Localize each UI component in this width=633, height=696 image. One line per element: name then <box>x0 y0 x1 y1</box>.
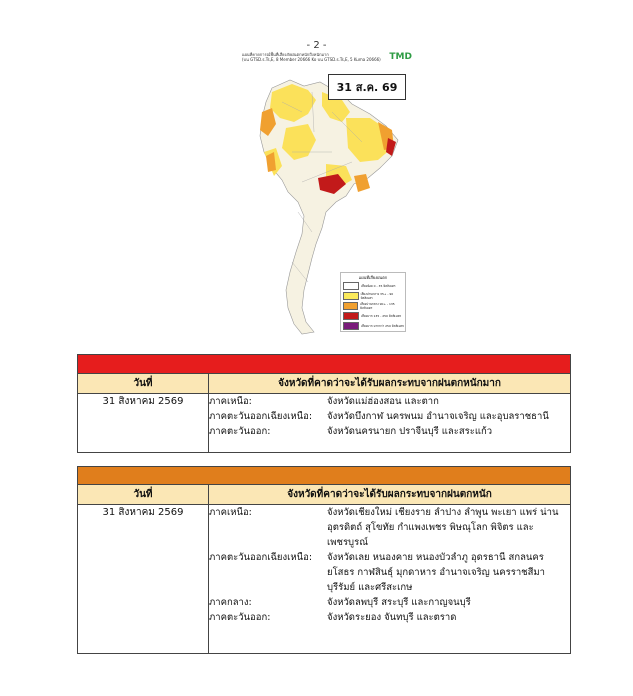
legend-label: เสี่ยงมาก 135 - 250 มิลลิเมตร <box>361 314 402 318</box>
region-row <box>209 610 570 625</box>
legend-swatch <box>343 302 358 310</box>
region-name: ภาคตะวันออก: <box>209 612 271 623</box>
col-date-header: วันที่ <box>78 485 209 505</box>
region-row <box>209 409 570 424</box>
map-header <box>242 52 382 62</box>
region-provinces: จังหวัดนครนายก ปราจีนบุรี และสระแก้ว <box>327 426 493 437</box>
tmd-logo: TMD <box>389 52 412 62</box>
legend-label: เสี่ยงปานกลาง 90+ - 135 มิลลิเมตร <box>360 302 395 310</box>
col-provinces-header: จังหวัดที่คาดว่าจะได้รับผลกระทบจากฝนตกหนักมาก <box>209 374 571 394</box>
region-row <box>209 505 570 550</box>
legend-item <box>341 321 405 331</box>
legend-swatch <box>343 312 359 320</box>
region-name: ภาคเหนือ: <box>209 507 252 518</box>
region-name: ภาคตะวันออกเฉียงเหนือ: <box>209 552 313 563</box>
col-date-header: วันที่ <box>78 374 209 394</box>
map-header-line2: (บน GTSD.s.Ts,E, 8 Member 20666 Ko บน GTSD.s.Ts,E, 5 Kuma 20666) <box>242 57 381 62</box>
legend-item <box>341 311 405 321</box>
legend-item <box>341 291 405 301</box>
region-row <box>209 394 570 409</box>
row-regions <box>209 394 571 453</box>
map-date-label: 31 ส.ค. 69 <box>328 74 406 100</box>
region-provinces: จังหวัดบึงกาฬ นครพนม อำนาจเจริญ และอุบลราชธานี <box>327 411 549 422</box>
region-name: ภาคเหนือ: <box>209 396 252 407</box>
legend-item <box>341 281 405 291</box>
very-heavy-band <box>78 355 571 374</box>
region-name: ภาคตะวันออก: <box>209 426 271 437</box>
region-provinces: จังหวัดลพบุรี สระบุรี และกาญจนบุรี <box>327 597 471 608</box>
row-regions <box>209 505 571 654</box>
region-provinces: จังหวัดแม่ฮ่องสอน และตาก <box>327 396 439 407</box>
region-name: ภาคตะวันออกเฉียงเหนือ: <box>209 411 313 422</box>
region-provinces: จังหวัดเชียงใหม่ เชียงราย ลำปาง ลำพูน พะเยา แพร่ น่าน อุตรดิตถ์ สุโขทัย กำแพงเพชร พิษณุโลก พิจิตร และเพชรบูรณ์ <box>327 507 559 548</box>
heavy-band <box>78 467 571 485</box>
legend-item <box>341 301 405 311</box>
legend-title: แผนที่เสี่ยงฝนตก <box>358 275 388 280</box>
col-provinces-header: จังหวัดที่คาดว่าจะได้รับผลกระทบจากฝนตกหนัก <box>209 485 571 505</box>
region-provinces: จังหวัดเลย หนองคาย หนองบัวลำภู อุดรธานี สกลนคร ยโสธร กาฬสินธุ์ มุกดาหาร อำนาจเจริญ นครราชสีมา บุรีรัมย์ และศรีสะเกษ <box>327 552 546 593</box>
very-heavy-rain-table <box>77 354 571 453</box>
rain-risk-map <box>242 52 414 336</box>
page-number: - 2 - <box>306 40 327 51</box>
row-date: 31 สิงหาคม 2569 <box>78 505 209 654</box>
region-row <box>209 424 570 439</box>
region-row <box>209 550 570 595</box>
row-date: 31 สิงหาคม 2569 <box>78 394 209 453</box>
legend-label: เสี่ยงน้อย 0 - 35 มิลลิเมตร <box>361 284 396 288</box>
legend-swatch <box>343 292 359 300</box>
heavy-rain-table <box>77 466 571 654</box>
legend-label: เสี่ยงมาก มากกว่า 250 มิลลิเมตร <box>361 324 405 328</box>
region-row <box>209 595 570 610</box>
map-header-line1: แผนที่คาดการณ์พื้นที่เสี่ยงภัยฝนตกหนักถึงหนักมาก <box>242 52 329 57</box>
legend-swatch <box>343 322 359 330</box>
region-provinces: จังหวัดระยอง จันทบุรี และตราด <box>327 612 457 623</box>
legend-label: เสี่ยงปานกลาง 35+ - 90 มิลลิเมตร <box>360 292 394 300</box>
map-legend <box>340 272 406 332</box>
legend-swatch <box>343 282 359 290</box>
region-name: ภาคกลาง: <box>209 597 252 608</box>
